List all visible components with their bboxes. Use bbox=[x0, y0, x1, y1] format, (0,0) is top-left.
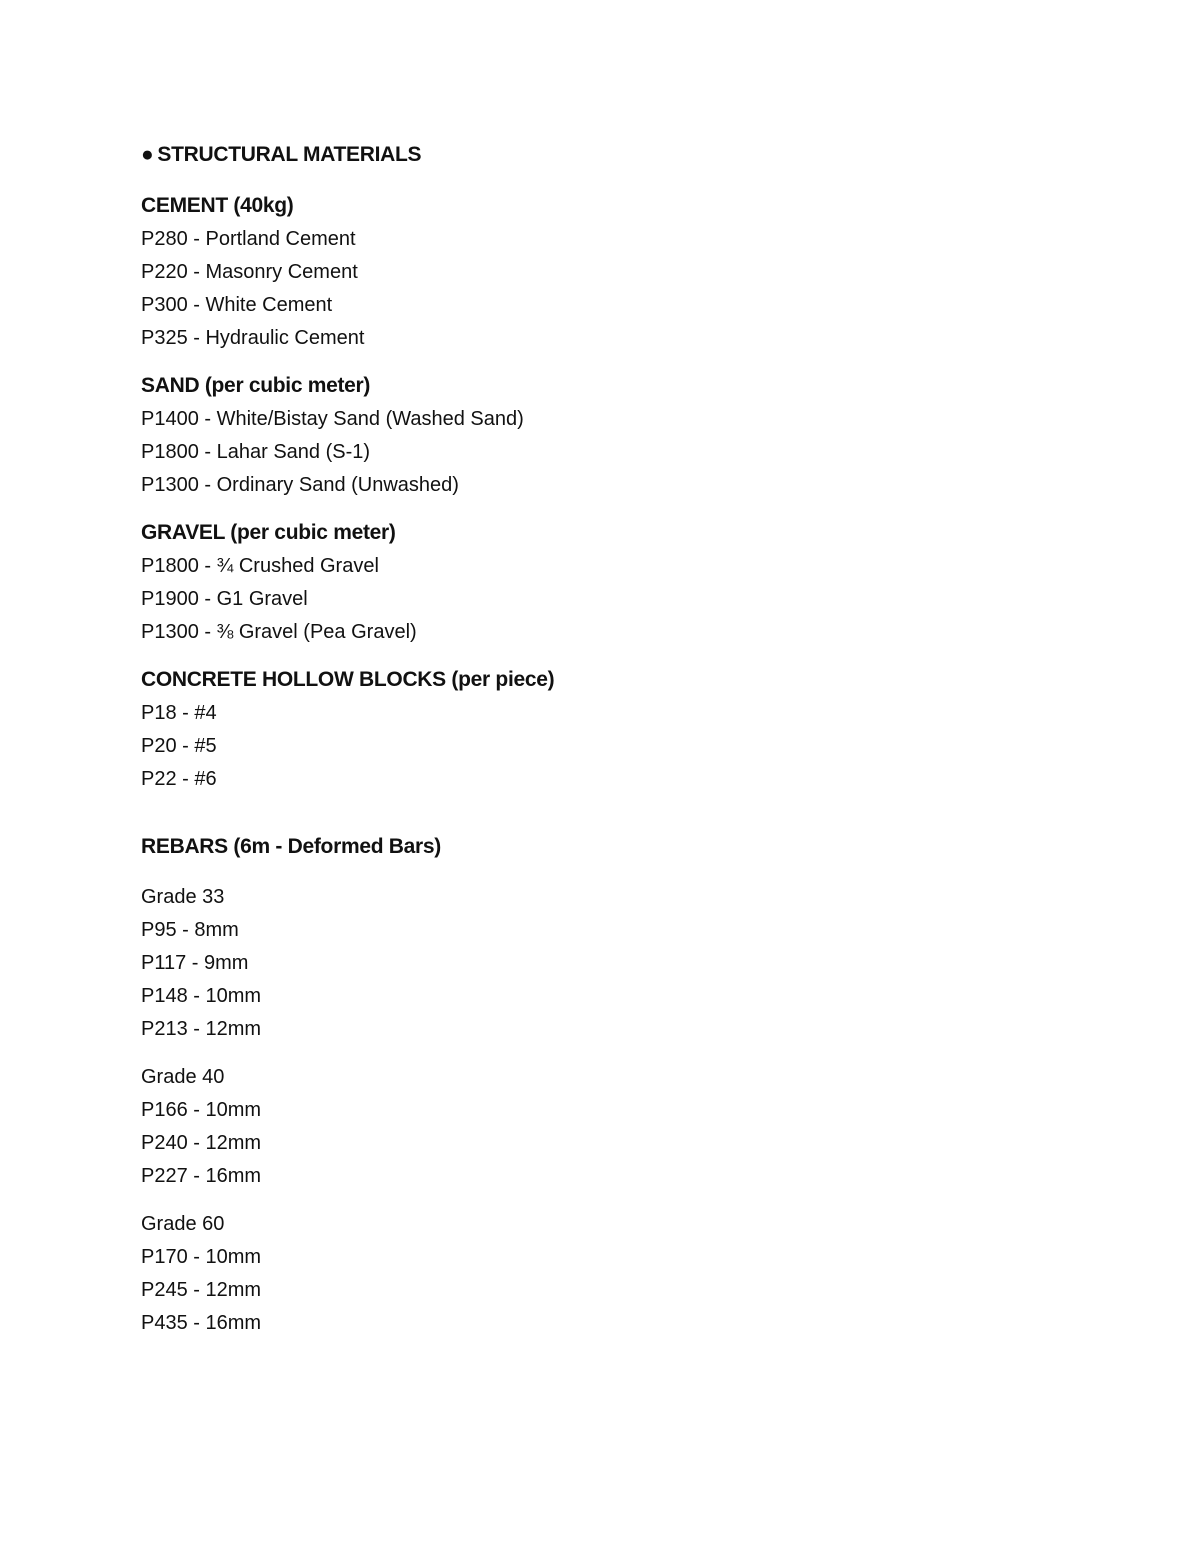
list-item: P20 - #5 bbox=[141, 735, 217, 757]
list-item: P95 - 8mm bbox=[141, 919, 239, 941]
spacer bbox=[141, 865, 1101, 882]
list-item: P245 - 12mm bbox=[141, 1279, 262, 1301]
cement-section bbox=[141, 191, 1101, 356]
gravel-section bbox=[141, 518, 1101, 650]
spacer bbox=[141, 503, 1101, 518]
list-item: P1400 - White/Bistay Sand (Washed Sand) bbox=[141, 408, 524, 430]
grade-label: Grade 33 bbox=[141, 886, 225, 908]
list-item: P227 - 16mm bbox=[141, 1165, 262, 1187]
list-item: P18 - #4 bbox=[141, 702, 217, 724]
list-item: P1800 - Lahar Sand (S-1) bbox=[141, 441, 371, 463]
list-item: P435 - 16mm bbox=[141, 1312, 262, 1334]
list-item: P220 - Masonry Cement bbox=[141, 261, 358, 283]
chb-section bbox=[141, 665, 1101, 797]
list-item: P300 - White Cement bbox=[141, 294, 333, 316]
cement-heading: CEMENT (40kg) bbox=[141, 194, 294, 217]
list-item: P170 - 10mm bbox=[141, 1246, 262, 1268]
list-item: P166 - 10mm bbox=[141, 1099, 262, 1121]
sand-heading: SAND (per cubic meter) bbox=[141, 374, 371, 397]
list-item: P117 - 9mm bbox=[141, 952, 249, 974]
list-item: P240 - 12mm bbox=[141, 1132, 262, 1154]
list-item: P22 - #6 bbox=[141, 768, 217, 790]
chb-heading: CONCRETE HOLLOW BLOCKS (per piece) bbox=[141, 668, 555, 691]
list-item: P148 - 10mm bbox=[141, 985, 262, 1007]
gravel-heading: GRAVEL (per cubic meter) bbox=[141, 521, 396, 544]
list-item: P325 - Hydraulic Cement bbox=[141, 327, 365, 349]
spacer bbox=[141, 797, 1101, 832]
list-item: P1300 - ⅜ Gravel (Pea Gravel) bbox=[141, 621, 417, 643]
list-item: P213 - 12mm bbox=[141, 1018, 262, 1040]
document-page bbox=[141, 140, 1101, 1341]
list-item: P1300 - Ordinary Sand (Unwashed) bbox=[141, 474, 459, 496]
sand-section bbox=[141, 371, 1101, 503]
bullet-icon: ● bbox=[141, 143, 154, 166]
list-item: P1800 - ¾ Crushed Gravel bbox=[141, 555, 379, 577]
document-title-text: STRUCTURAL MATERIALS bbox=[157, 143, 422, 166]
spacer bbox=[141, 1047, 1101, 1062]
spacer bbox=[141, 650, 1101, 665]
list-item: P1900 - G1 Gravel bbox=[141, 588, 308, 610]
spacer bbox=[141, 1194, 1101, 1209]
rebars-heading: REBARS (6m - Deformed Bars) bbox=[141, 835, 441, 858]
document-title bbox=[141, 140, 1101, 170]
list-item: P280 - Portland Cement bbox=[141, 228, 356, 250]
spacer bbox=[141, 356, 1101, 371]
grade-label: Grade 40 bbox=[141, 1066, 225, 1088]
rebars-section bbox=[141, 832, 1101, 1341]
grade-label: Grade 60 bbox=[141, 1213, 225, 1235]
